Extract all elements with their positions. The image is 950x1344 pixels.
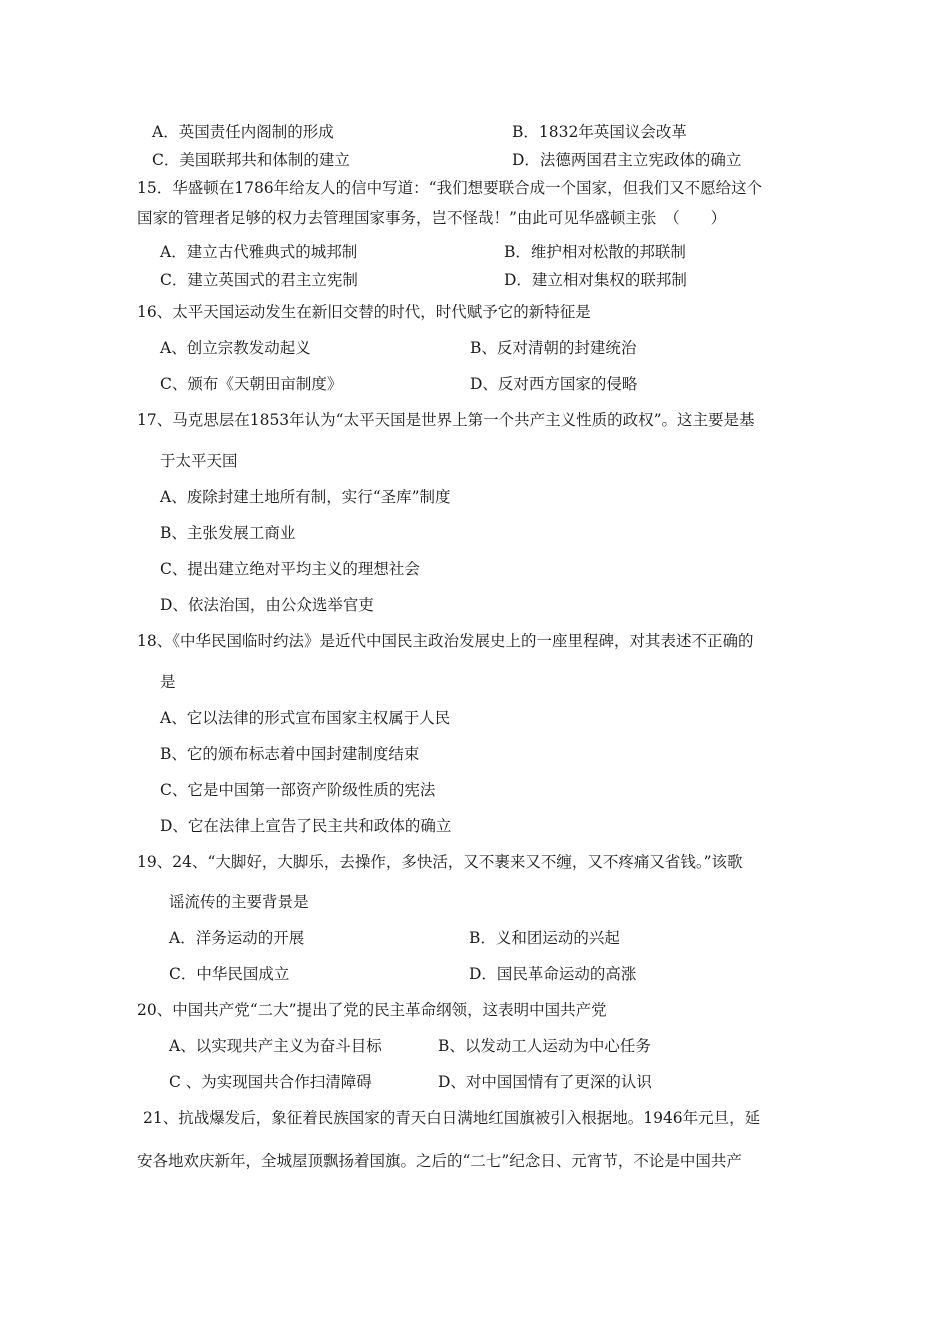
q16-option-c: C、颁布《天朝田亩制度》 (160, 375, 343, 393)
q16-option-d: D、反对西方国家的侵略 (470, 375, 638, 393)
q20-stem: 20、中国共产党“二大”提出了党的民主革命纲领，这表明中国共产党 (137, 1001, 607, 1019)
q18-option-c: C、它是中国第一部资产阶级性质的宪法 (160, 781, 436, 799)
q16-option-b: B、反对清朝的封建统治 (470, 339, 637, 357)
q16-stem: 16、太平天国运动发生在新旧交替的时代，时代赋予它的新特征是 (137, 303, 591, 321)
q18-stem-line-2: 是 (160, 673, 176, 691)
q14-option-d: D．法德两国君主立宪政体的确立 (512, 151, 742, 169)
q17-stem-line-2: 于太平天国 (160, 452, 238, 470)
q18-stem-line-1: 18、《中华民国临时约法》是近代中国民主政治发展史上的一座里程碑，对其表述不正确的 (137, 632, 754, 650)
q18-option-b: B、它的颁布标志着中国封建制度结束 (160, 745, 420, 763)
q16-option-a: A、创立宗教发动起义 (160, 339, 311, 357)
q17-option-a: A、废除封建土地所有制，实行“圣库”制度 (160, 488, 451, 506)
q15-option-b: B．维护相对松散的邦联制 (504, 243, 686, 261)
q20-option-d: D、对中国国情有了更深的认识 (438, 1073, 652, 1091)
q20-option-c: C 、为实现国共合作扫清障碍 (169, 1073, 372, 1091)
q15-stem-line-2: 国家的管理者足够的权力去管理国家事务，岂不怪哉！”由此可见华盛顿主张 （ ） (137, 209, 727, 227)
q20-option-b: B、以发动工人运动为中心任务 (438, 1037, 651, 1055)
q17-stem-line-1: 17、马克思层在1853年认为“太平天国是世界上第一个共产主义性质的政权”。这主要是基 (137, 411, 755, 429)
q15-option-a: A．建立古代雅典式的城邦制 (160, 243, 358, 261)
q19-option-b: B．义和团运动的兴起 (469, 929, 620, 947)
q17-option-c: C、提出建立绝对平均主义的理想社会 (160, 560, 420, 578)
q18-option-a: A、它以法律的形式宣布国家主权属于人民 (160, 709, 451, 727)
q21-stem-line-2: 安各地欢庆新年，全城屋顶飘扬着国旗。之后的“二七”纪念日、元宵节，不论是中国共产 (137, 1152, 742, 1170)
q18-option-d: D、它在法律上宣告了民主共和政体的确立 (160, 817, 452, 835)
q15-stem-line-1: 15．华盛顿在1786年给友人的信中写道：“我们想要联合成一个国家，但我们又不愿给这个 (137, 179, 763, 197)
q19-option-d: D．国民革命运动的高涨 (469, 965, 637, 983)
q17-option-b: B、主张发展工商业 (160, 524, 296, 542)
q21-stem-line-1: 21、抗战爆发后，象征着民族国家的青天白日满地红国旗被引入根据地。1946年元旦，延 (143, 1109, 761, 1127)
q14-option-a: A．英国责任内阁制的形成 (152, 123, 334, 141)
q19-stem-line-1: 19、24、“大脚好，大脚乐，去操作，多快活，又不裹来又不缠，又不疼痛又省钱。”该歌 (137, 853, 743, 871)
q15-option-c: C．建立英国式的君主立宪制 (160, 271, 358, 289)
q17-option-d: D、依法治国，由公众选举官吏 (160, 596, 374, 614)
q19-option-c: C．中华民国成立 (169, 965, 290, 983)
q19-stem-line-2: 谣流传的主要背景是 (169, 893, 309, 911)
q14-option-b: B．1832年英国议会改革 (512, 123, 687, 141)
q15-option-d: D．建立相对集权的联邦制 (504, 271, 687, 289)
q14-option-c: C．美国联邦共和体制的建立 (152, 151, 350, 169)
q20-option-a: A、以实现共产主义为奋斗目标 (169, 1037, 382, 1055)
q19-option-a: A．洋务运动的开展 (169, 929, 305, 947)
